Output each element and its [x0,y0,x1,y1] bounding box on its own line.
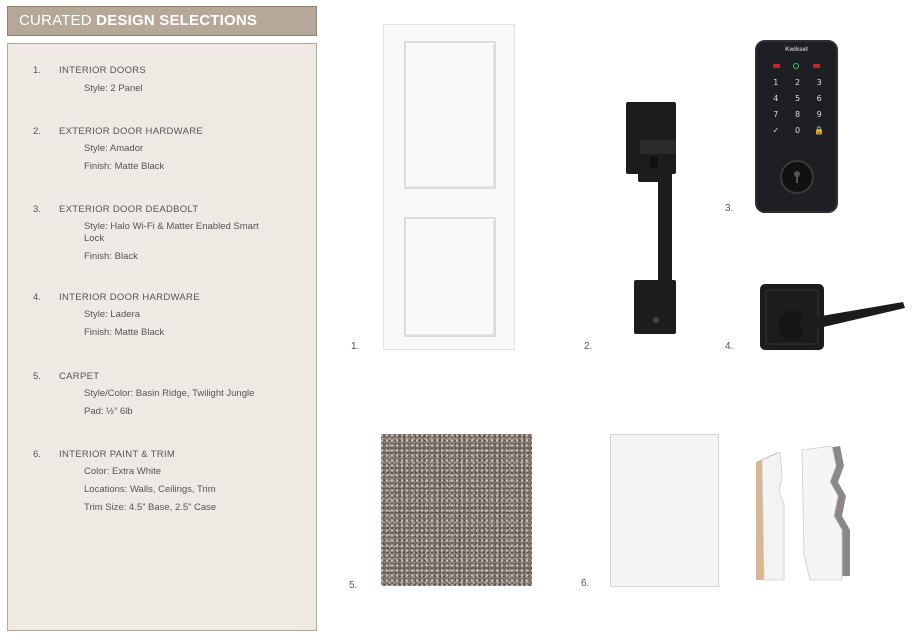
keypad-key: 6 [816,94,822,103]
item-detail: Finish: Matte Black [84,327,165,338]
selections-panel [7,43,317,631]
item-detail: Trim Size: 4.5” Base, 2.5” Case [84,502,217,513]
item-detail: Finish: Black [84,251,138,262]
item-detail: Style/Color: Basin Ridge, Twilight Jungle [84,388,255,399]
image-label-6: 6. [581,578,590,589]
lock-status-lights [769,62,824,70]
item-number: 4. [33,292,41,303]
keypad-key: 🔒 [814,126,825,135]
keypad-key: 1 [773,78,779,87]
item-detail: Style: 2 Panel [84,83,143,94]
handleset-image [620,100,680,336]
item-detail: Style: Ladera [84,309,140,320]
item-detail: Color: Extra White [84,466,162,477]
keypad-key: 4 [773,94,779,103]
page-title [7,6,317,36]
item-number: 5. [33,371,41,382]
title-bold: DESIGN SELECTIONS [96,12,258,29]
image-label-3: 3. [725,203,734,214]
keyhole-icon [780,160,814,194]
keypad-key: 7 [773,110,779,119]
item-number: 1. [33,65,41,76]
interior-door-image [383,24,515,350]
item-heading: EXTERIOR DOOR DEADBOLT [59,204,199,215]
item-detail: Pad: ½” 6lb [84,406,133,417]
keypad-key: ✓ [772,126,780,135]
door-upper-panel [404,41,496,189]
door-lever-image [758,282,908,354]
keypad-key: 2 [794,78,801,87]
item-number: 2. [33,126,41,137]
keypad [765,78,830,135]
item-detail: Style: Halo Wi-Fi & Matter Enabled Smart Lock [84,221,259,244]
keypad-key: 3 [816,78,822,87]
item-detail: Locations: Walls, Ceilings, Trim [84,484,216,495]
paint-swatch-image [610,434,719,587]
item-heading: INTERIOR PAINT & TRIM [59,449,176,460]
keypad-key: 8 [794,110,801,119]
title-light: CURATED [19,12,92,29]
item-number: 3. [33,204,41,215]
image-label-4: 4. [725,341,734,352]
keypad-key: 0 [794,126,801,135]
smart-lock-image [755,40,838,213]
keypad-key: 9 [816,110,822,119]
item-heading: EXTERIOR DOOR HARDWARE [59,126,204,137]
carpet-swatch-image [381,434,532,586]
lock-brand: Kwikset [785,47,808,53]
item-number: 6. [33,449,41,460]
item-heading: CARPET [59,371,100,382]
image-label-5: 5. [349,580,358,591]
trim-profiles-image [752,446,854,582]
item-detail: Style: Amador [84,143,144,154]
item-heading: INTERIOR DOOR HARDWARE [59,292,200,303]
keypad-key: 5 [794,94,801,103]
item-detail: Finish: Matte Black [84,161,165,172]
image-label-2: 2. [584,341,593,352]
door-lower-panel [404,217,496,337]
item-heading: INTERIOR DOORS [59,65,147,76]
image-label-1: 1. [351,341,360,352]
